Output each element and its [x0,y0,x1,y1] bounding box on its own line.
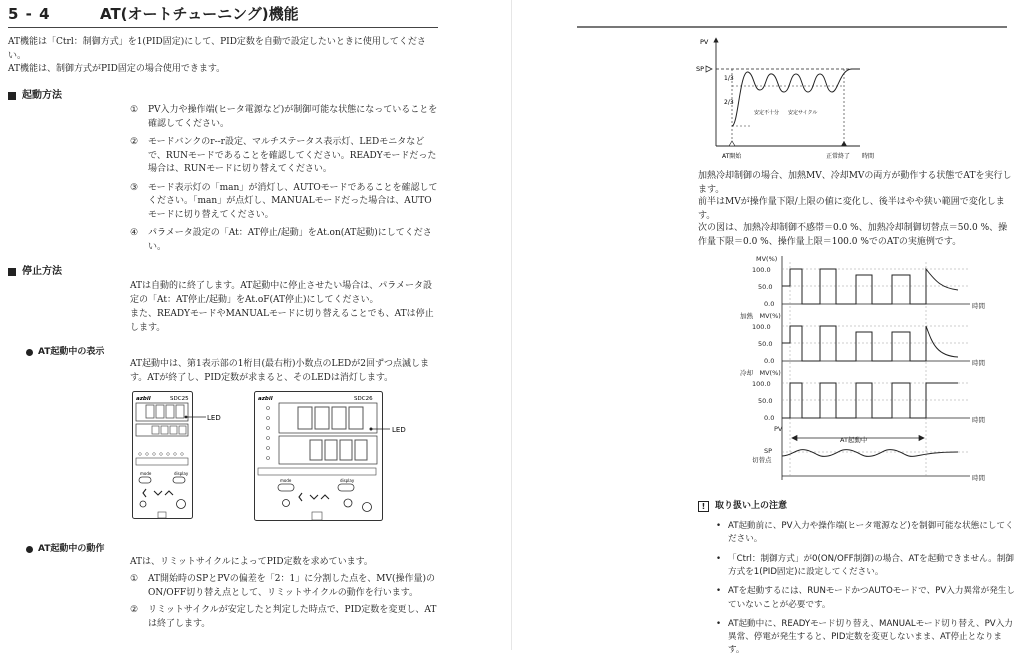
bullet-dot-icon: • [716,618,722,629]
caution-text: AT起動前に、PV入力や操作端(ヒータ電源など)を制御可能な状態にしてください。 [728,520,1014,545]
header-rule [577,26,1007,28]
operation-steps [130,573,440,631]
diagram2-time-label: 時間 [972,359,985,367]
caution-text: AT起動中に、READYモード切り替え、MANUALモード切り替え、PV入力異常、停電が発生すると、PID定数を変更しないまま、AT停止となります。 [728,618,1013,656]
diagram2-heat-label: 加熱 MV(%) [740,312,781,320]
diagram1-sp-label: SP [696,65,705,73]
start-step [130,182,440,223]
stop-heading [8,264,62,280]
bullet-dot-icon: • [716,520,722,531]
heatcool-at-diagram [722,252,992,484]
display-paragraph: AT起動中は、第1表示部の1桁目(最右桁)小数点のLEDが2回ずつ点滅します。ATが終了し、PID定数が求まると、そのLEDは消灯します。 [130,359,429,383]
step-number: ③ [130,182,139,193]
operation-heading-text: AT起動中の動作 [38,544,105,554]
caution-item [716,585,1018,612]
square-bullet-icon [8,92,16,100]
caution-item [716,618,1018,658]
device1-mode-label: mode [140,471,152,476]
caution-header [698,500,1018,514]
operation-paragraph: ATは、リミットサイクルによってPID定数を求めています。 [130,557,373,567]
start-step [130,104,440,131]
start-heading [8,88,62,104]
diagram2-at-running-label: AT起動中 [840,436,868,444]
device2-mode-label: mode [280,478,292,483]
heatcool-paragraph-3: 次の図は、加熱冷却制御不感帯＝0.0 %、加熱冷却制御切替点＝50.0 %、操作量下限＝0.0 %、操作量上限＝100.0 %でのATの実施例です。 [698,223,1008,247]
step-text: AT開始時のSPとPVの偏差を「2：1」に分割した点を、MV(操作量)のON/OFF切り替え点として、リミットサイクルの動作を行います。 [148,574,435,598]
diagram2-cool-label: 冷却 MV(%) [740,369,781,377]
device2-model: SDC26 [354,396,373,402]
tick-label: 100.0 [752,266,771,274]
bullet-dot-icon: • [716,586,722,597]
diagram1-end-label: 正常終了 [826,153,851,160]
operation-heading [26,543,104,557]
caution-text: 「Ctrl：制御方式」が0(ON/OFF制御)の場合、ATを起動できません。制御方式を1(PID固定)に設定してください。 [728,553,1015,577]
sdc26-illustration [254,391,414,521]
stop-paragraph-1: ATは自動的に終了します。AT起動中に停止させたい場合は、パラメータ設定の「At：AT停止/起動」をAt.oF(AT停止)にしてください。 [130,281,433,305]
square-bullet-icon [8,268,16,276]
tick-label: 50.0 [758,397,773,405]
display-heading-text: AT起動中の表示 [38,347,105,357]
intro-paragraph-1: AT機能は「Ctrl：制御方式」を1(PID固定)にして、PID定数を自動で設定したいときに使用してください。 [8,37,426,61]
caution-list [698,520,1018,658]
caution-icon: ! [698,501,709,512]
round-bullet-icon [26,546,33,553]
stop-heading-text: 停止方法 [22,266,62,277]
start-step [130,227,440,254]
diagram1-stable-label: 安定サイクル [788,110,818,116]
device1-display-label: display [174,471,189,476]
round-bullet-icon [26,349,33,356]
caution-box [698,500,1018,664]
tick-label: 0.0 [764,300,775,308]
tick-label: 100.0 [752,323,771,331]
tick-label: 0.0 [764,414,775,422]
diagram1-third-2: 2/3 [724,99,734,106]
device2-brand: azbil [258,396,273,402]
step-text: モード表示灯の「man」が消灯し、AUTOモードであることを確認してください。「man」が点灯し、MANUALモードだった場合は、AUTOモードに切り替えてください。 [148,182,438,220]
bullet-dot-icon: • [716,553,722,564]
step-number: ② [130,137,139,147]
step-text: パラメータ設定の「At：AT停止/起動」をAt.on(AT起動)にしてください。 [148,228,432,252]
device1-led-label: LED [207,414,221,422]
device1-brand: azbil [136,396,151,402]
step-number: ② [130,605,139,615]
diagram1-unstable-label: 安定不十分 [754,110,780,116]
start-heading-text: 起動方法 [22,90,62,101]
caution-text: ATを起動するには、RUNモードかつAUTOモードで、PV入力異常が発生していないことが必要です。 [728,586,1015,610]
intro-paragraph-2: AT機能は、制御方式がPID固定の場合使用できます。 [8,64,226,74]
device2-display-label: display [340,478,355,483]
section-number: 5 - 4 [8,4,51,23]
operation-step [130,604,440,631]
caution-item [716,553,1018,580]
caution-item [716,520,1018,547]
tick-label: 50.0 [758,340,773,348]
heatcool-paragraph-2: 前半はMVが操作量下限/上限の値に変化し、後半はやや狭い範囲で変化します。 [698,197,1005,221]
step-number: ① [130,574,139,584]
diagram2-time-label: 時間 [972,416,985,424]
stop-paragraph-2: また、READYモードやMANUALモードに切り替えることでも、ATは停止します。 [130,309,434,333]
left-page [0,0,512,650]
diagram1-time-label: 時間 [862,153,875,160]
diagram2-switch-label: 切替点 [752,456,772,464]
diagram2-pv-label: PV [774,425,783,433]
display-heading [26,346,104,360]
heatcool-paragraph-1: 加熱冷却制御の場合、加熱MV、冷却MVの両方が動作する状態でATを実行します。 [698,171,1012,195]
diagram2-time-label: 時間 [972,302,985,310]
section-title: AT(オートチューニング)機能 [100,4,299,23]
tick-label: 100.0 [752,380,771,388]
limit-cycle-diagram [692,34,892,166]
right-page [512,0,1024,656]
operation-step [130,573,440,600]
step-text: リミットサイクルが安定したと判定した時点で、PID定数を変更し、ATは終了します。 [148,605,437,629]
diagram1-third-1: 1/3 [724,75,734,82]
diagram2-time-label: 時間 [972,474,985,482]
start-steps [130,104,440,254]
device1-model: SDC25 [170,396,189,402]
tick-label: 50.0 [758,283,773,291]
step-text: モードバンクのr--r設定、マルチステータス表示灯、LEDモニタなどで、RUNモードであることを確認してください。READYモードだった場合は、RUNモードに切り替えてください。 [148,137,437,174]
step-number: ④ [130,228,139,238]
device2-led-label: LED [392,426,406,434]
step-number: ① [130,105,139,115]
tick-label: 0.0 [764,357,775,365]
diagram1-pv-label: PV [700,38,709,46]
diagram2-mv-label: MV(%) [756,255,778,263]
diagram2-sp-label: SP [764,447,773,455]
section-header [8,2,438,28]
step-text: PV入力や操作端(ヒータ電源など)が制御可能な状態になっていることを確認してください。 [148,105,438,129]
caution-heading: 取り扱い上の注意 [715,501,788,511]
sdc25-illustration [132,391,228,519]
diagram1-start-label: AT開始 [722,153,742,160]
start-step [130,136,440,177]
